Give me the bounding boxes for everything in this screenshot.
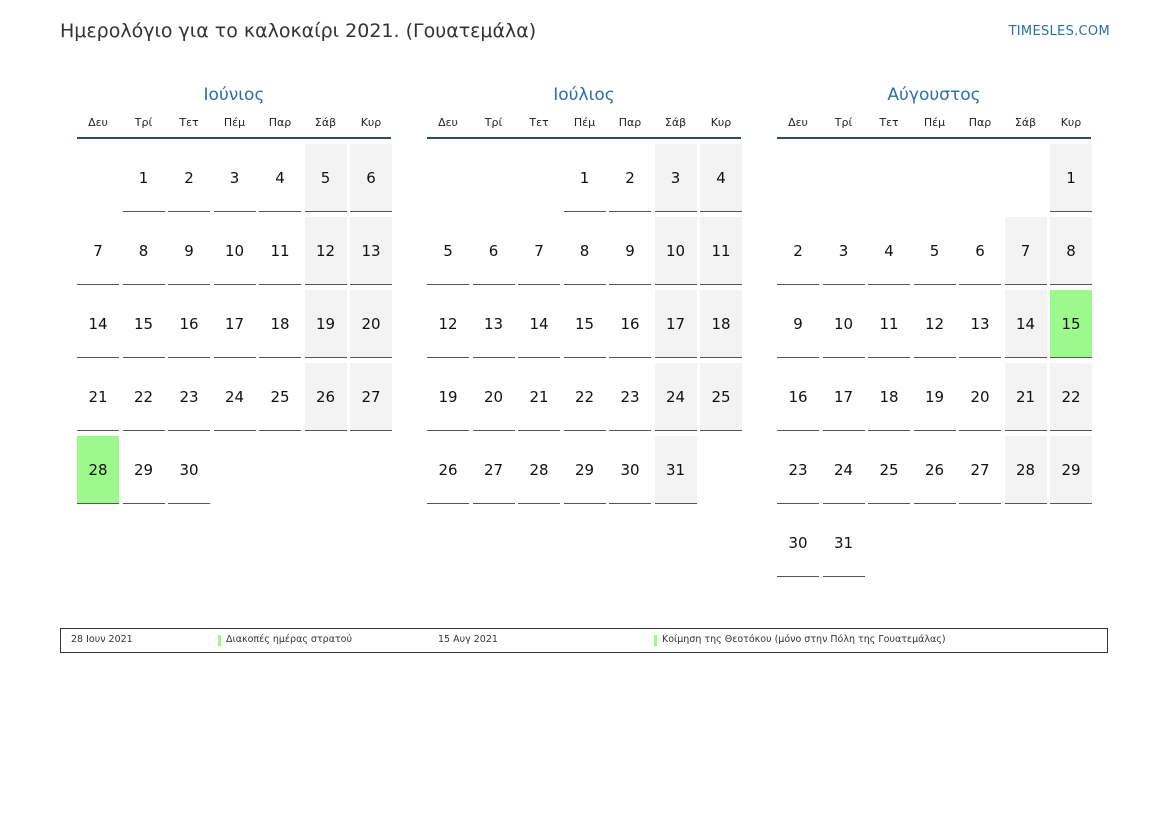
day-cell: 18: [868, 363, 910, 431]
weekday-label: Τρί: [484, 116, 503, 129]
empty-cell: [823, 144, 865, 212]
holiday-color-mark: [218, 635, 221, 646]
weekend-day-cell: 20: [350, 290, 392, 358]
day-cell: 9: [777, 290, 819, 358]
empty-cell: [868, 144, 910, 212]
weekday-label: Τρί: [834, 116, 853, 129]
day-cell: 2: [777, 217, 819, 285]
holiday-day-cell: 28: [77, 436, 119, 504]
legend-name-text: Διακοπές ημέρας στρατού: [226, 634, 352, 645]
day-cell: 4: [259, 144, 301, 212]
weekday-label: Πέμ: [923, 116, 946, 129]
day-cell: 7: [518, 217, 560, 285]
day-cell: 17: [823, 363, 865, 431]
day-cell: 27: [473, 436, 515, 504]
month-august: [777, 83, 1091, 577]
day-cell: 5: [914, 217, 956, 285]
site-link[interactable]: TIMESLES.COM: [1008, 24, 1110, 39]
day-cell: 6: [959, 217, 1001, 285]
month-june: [77, 83, 391, 504]
day-cell: 2: [609, 144, 651, 212]
day-grid: [427, 144, 741, 504]
empty-cell: [427, 144, 469, 212]
weekday-label: Κυρ: [360, 116, 382, 129]
day-cell: 31: [823, 509, 865, 577]
weekend-day-cell: 7: [1005, 217, 1047, 285]
day-cell: 23: [609, 363, 651, 431]
weekday-label: Δευ: [438, 116, 458, 129]
day-cell: 15: [123, 290, 165, 358]
day-cell: 22: [564, 363, 606, 431]
weekend-day-cell: 31: [655, 436, 697, 504]
weekday-label: Τρί: [134, 116, 153, 129]
legend-holiday-name: [654, 629, 946, 651]
day-cell: 11: [868, 290, 910, 358]
weekend-day-cell: 11: [700, 217, 742, 285]
month-july: [427, 83, 741, 504]
weekday-label: Πέμ: [223, 116, 246, 129]
day-cell: 26: [427, 436, 469, 504]
day-cell: 2: [168, 144, 210, 212]
weekend-day-cell: 18: [700, 290, 742, 358]
day-cell: 24: [214, 363, 256, 431]
day-cell: 21: [518, 363, 560, 431]
day-cell: 23: [777, 436, 819, 504]
day-cell: 14: [518, 290, 560, 358]
day-cell: 30: [777, 509, 819, 577]
weekend-day-cell: 10: [655, 217, 697, 285]
weekday-label: Παρ: [618, 116, 642, 129]
weekday-label: Δευ: [788, 116, 808, 129]
weekend-day-cell: 26: [305, 363, 347, 431]
day-cell: 3: [214, 144, 256, 212]
weekend-day-cell: 29: [1050, 436, 1092, 504]
day-grid: [777, 144, 1091, 577]
day-cell: 26: [914, 436, 956, 504]
day-cell: 9: [609, 217, 651, 285]
weekday-label: Δευ: [88, 116, 108, 129]
day-cell: 20: [959, 363, 1001, 431]
weekend-day-cell: 17: [655, 290, 697, 358]
weekday-label: Τετ: [179, 116, 199, 129]
weekday-label: Τετ: [879, 116, 899, 129]
weekday-label: Κυρ: [1060, 116, 1082, 129]
weekend-day-cell: 3: [655, 144, 697, 212]
day-cell: 5: [427, 217, 469, 285]
holiday-color-mark: [654, 635, 657, 646]
legend-holiday-name: [218, 629, 352, 651]
weekday-header: [427, 115, 741, 139]
day-cell: 15: [564, 290, 606, 358]
weekday-label: Κυρ: [710, 116, 732, 129]
weekday-label: Πέμ: [573, 116, 596, 129]
weekday-header: [777, 115, 1091, 139]
weekend-day-cell: 28: [1005, 436, 1047, 504]
weekend-day-cell: 19: [305, 290, 347, 358]
weekday-label: Σάβ: [664, 116, 687, 129]
weekend-day-cell: 24: [655, 363, 697, 431]
weekday-header: [77, 115, 391, 139]
weekend-day-cell: 21: [1005, 363, 1047, 431]
day-cell: 29: [123, 436, 165, 504]
day-cell: 1: [123, 144, 165, 212]
day-cell: 4: [868, 217, 910, 285]
legend-date: 28 Ιουν 2021: [71, 634, 133, 645]
weekday-label: Παρ: [968, 116, 992, 129]
month-title: Ιούλιος: [553, 85, 615, 105]
weekend-day-cell: 25: [700, 363, 742, 431]
day-cell: 19: [914, 363, 956, 431]
month-title: Αύγουστος: [887, 85, 981, 105]
empty-cell: [777, 144, 819, 212]
day-cell: 16: [609, 290, 651, 358]
day-cell: 8: [564, 217, 606, 285]
day-cell: 10: [214, 217, 256, 285]
day-cell: 25: [259, 363, 301, 431]
day-cell: 10: [823, 290, 865, 358]
weekend-day-cell: 6: [350, 144, 392, 212]
day-grid: [77, 144, 391, 504]
day-cell: 20: [473, 363, 515, 431]
day-cell: 7: [77, 217, 119, 285]
weekend-day-cell: 12: [305, 217, 347, 285]
weekend-day-cell: 27: [350, 363, 392, 431]
weekday-label: Τετ: [529, 116, 549, 129]
month-title: Ιούνιος: [203, 85, 265, 105]
day-cell: 19: [427, 363, 469, 431]
empty-cell: [1005, 144, 1047, 212]
day-cell: 30: [609, 436, 651, 504]
holiday-legend: [60, 628, 1108, 653]
weekend-day-cell: 14: [1005, 290, 1047, 358]
day-cell: 12: [914, 290, 956, 358]
day-cell: 30: [168, 436, 210, 504]
day-cell: 25: [868, 436, 910, 504]
weekend-day-cell: 8: [1050, 217, 1092, 285]
day-cell: 21: [77, 363, 119, 431]
empty-cell: [518, 144, 560, 212]
empty-cell: [77, 144, 119, 212]
day-cell: 1: [564, 144, 606, 212]
day-cell: 29: [564, 436, 606, 504]
day-cell: 23: [168, 363, 210, 431]
legend-date: 15 Αυγ 2021: [438, 634, 498, 645]
day-cell: 9: [168, 217, 210, 285]
day-cell: 6: [473, 217, 515, 285]
day-cell: 3: [823, 217, 865, 285]
weekend-day-cell: 1: [1050, 144, 1092, 212]
empty-cell: [914, 144, 956, 212]
day-cell: 16: [777, 363, 819, 431]
day-cell: 13: [473, 290, 515, 358]
day-cell: 24: [823, 436, 865, 504]
day-cell: 27: [959, 436, 1001, 504]
day-cell: 11: [259, 217, 301, 285]
weekend-day-cell: 22: [1050, 363, 1092, 431]
day-cell: 14: [77, 290, 119, 358]
legend-name-text: Κοίμηση της Θεοτόκου (μόνο στην Πόλη της Γουατεμάλας): [662, 634, 946, 645]
day-cell: 28: [518, 436, 560, 504]
day-cell: 18: [259, 290, 301, 358]
weekend-day-cell: 4: [700, 144, 742, 212]
day-cell: 16: [168, 290, 210, 358]
weekend-day-cell: 5: [305, 144, 347, 212]
day-cell: 12: [427, 290, 469, 358]
weekday-label: Σάβ: [1014, 116, 1037, 129]
weekday-label: Σάβ: [314, 116, 337, 129]
day-cell: 13: [959, 290, 1001, 358]
holiday-day-cell: 15: [1050, 290, 1092, 358]
day-cell: 22: [123, 363, 165, 431]
empty-cell: [959, 144, 1001, 212]
empty-cell: [473, 144, 515, 212]
weekday-label: Παρ: [268, 116, 292, 129]
day-cell: 17: [214, 290, 256, 358]
day-cell: 8: [123, 217, 165, 285]
weekend-day-cell: 13: [350, 217, 392, 285]
page-title: Ημερολόγιο για το καλοκαίρι 2021. (Γουατεμάλα): [60, 20, 537, 42]
